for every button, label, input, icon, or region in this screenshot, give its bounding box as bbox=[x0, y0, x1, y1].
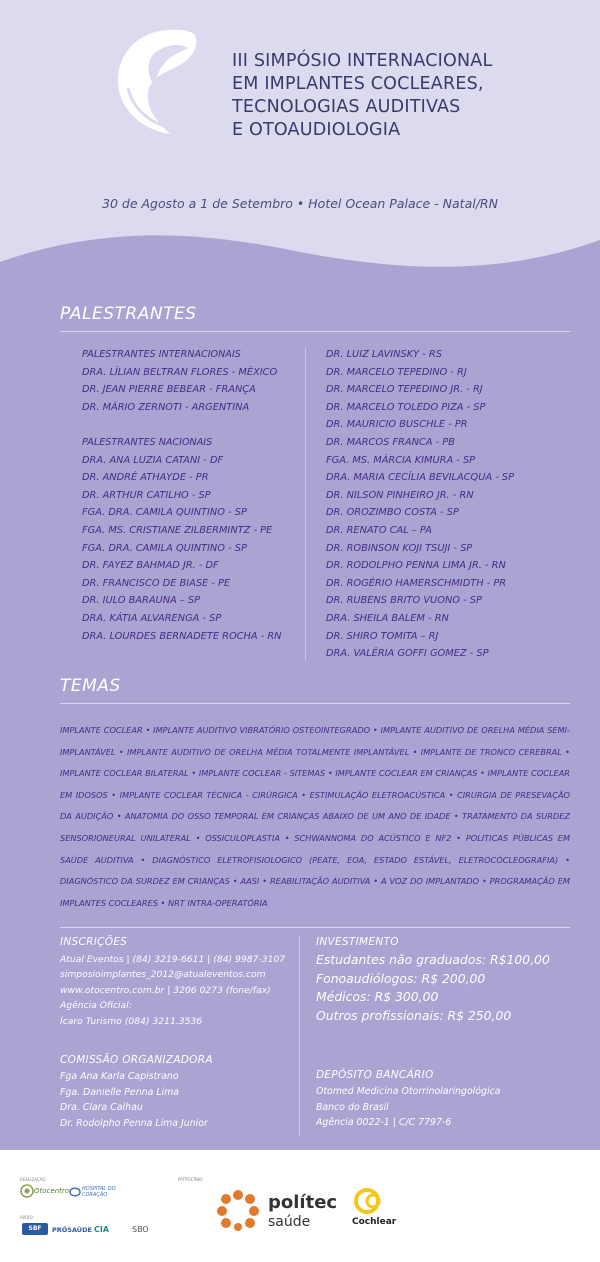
speaker: DR. RODOLPHO PENNA LIMA JR. - RN bbox=[326, 560, 506, 572]
title-line: E OTOAUDIOLOGIA bbox=[232, 120, 401, 140]
speaker: FGA. DRA. CAMILA QUINTINO - SP bbox=[82, 542, 247, 554]
speaker: DRA. VALÉRIA GOFFI GOMEZ - SP bbox=[326, 648, 489, 660]
politec-logo-icon bbox=[214, 1189, 262, 1231]
inscricoes-heading: INSCRIÇÕES bbox=[60, 936, 128, 948]
speaker: DR. ARTHUR CATILHO - SP bbox=[82, 489, 211, 501]
speaker: DR. JEAN PIERRE BEBEAR - FRANÇA bbox=[82, 384, 256, 396]
cochlear-wordmark: Cochlear bbox=[352, 1217, 397, 1227]
speaker: FGA. MS. MÁRCIA KIMURA - SP bbox=[326, 454, 476, 466]
speaker: FGA. DRA. CAMILA QUINTINO - SP bbox=[82, 507, 247, 519]
realizacao-label: REALIZAÇÃO: bbox=[20, 1177, 47, 1182]
cochlear-logo-icon bbox=[354, 1188, 384, 1214]
speaker: DRA. LOURDES BERNADETE ROCHA - RN bbox=[82, 630, 282, 642]
speaker: DR. MARCELO TEPEDINO JR. - RJ bbox=[326, 384, 483, 396]
investimento-info bbox=[316, 951, 550, 1025]
comissao-heading: COMISSÃO ORGANIZADORA bbox=[60, 1054, 213, 1066]
speaker: DR. OROZIMBO COSTA - SP bbox=[326, 507, 459, 519]
speaker: DR. MARCOS FRANCA - PB bbox=[326, 436, 455, 448]
sbo-logo: SBO bbox=[132, 1225, 149, 1234]
speaker: DRA. ANA LUZIA CATANI - DF bbox=[82, 454, 224, 466]
inscricoes-line: Ícaro Turismo (084) 3211.3536 bbox=[60, 1015, 203, 1027]
speakers-divider bbox=[305, 348, 306, 660]
otocentro-logo-icon bbox=[20, 1184, 34, 1198]
speaker: DR. RUBENS BRITO VUONO - SP bbox=[326, 595, 482, 607]
temas-list: IMPLANTE COCLEAR • IMPLANTE AUDITIVO VIBRATÓRIO OSTEOINTEGRADO • IMPLANTE AUDITIVO DE ORELHA MÉDIA SEMI-IMPLANTÁVEL • IMPLANTE AUDITIVO DE ORELHA MÉDIA TOTALMENTE IMPLANTÁVEL • IMPLANTE DE TRONCO CEREBRAL • IMPLANTE COCLEAR BILATERAL • IMPLANTE COCLEAR - SITEMAS • IMPLANTE COCLEAR EM CRIANÇAS • IMPLANTE COCLEAR EM IDOSOS • IMPLANTE COCLEAR TÉCNICA - CIRÚRGICA • ESTIMULAÇÃO ELETROACÚSTICA • CIRURGIA DE PRESEVAÇÃO DA AUDIÇÃO • ANATOMIA DO OSSO TEMPORAL EM CRIANÇAS ABAIXO DE UM ANO DE IDADE • TRATAMENTO DA SURDEZ SENSORIONEURAL UNILATERAL • OSSICULOPLASTIA • SCHWANNOMA DO ACÚSTICO E NF2 • POLITICAS PÚBLICAS EM SAÚDE AUDITIVA • DIAGNÓSTICO ELETROFISIOLOGICO (PEATE, EOA, ESTADO ESTÁVEL, ELETROCÓCLEOGRAFIA) • DIAGNÓSTICO DA SURDEZ EM CRIANÇAS • AASI • REABILITAÇÃO AUDITIVA • A VOZ DO IMPLANTADO • PROGRAMAÇÃO EM IMPLANTES COCLEARES • NRT INTRA-OPERATÓRIA bbox=[60, 725, 570, 908]
deposito-heading: DEPÓSITO BANCÁRIO bbox=[316, 1069, 434, 1081]
speaker: DRA. SHEILA BALEM - RN bbox=[326, 612, 449, 624]
speaker: DR. FRANCISCO DE BIASE - PE bbox=[82, 577, 231, 589]
committee-member: Fga. Danielle Penna Lima bbox=[60, 1086, 180, 1098]
speaker: DR. IULO BARAUNA – SP bbox=[82, 595, 201, 607]
apoio-label: APOIO: bbox=[20, 1215, 34, 1220]
title-line: EM IMPLANTES COCLEARES, bbox=[232, 74, 484, 94]
temas-heading: TEMAS bbox=[60, 676, 121, 696]
temas-rule bbox=[60, 703, 570, 704]
nacionais-label: PALESTRANTES NACIONAIS bbox=[82, 436, 213, 448]
investimento-heading: INVESTIMENTO bbox=[316, 936, 399, 948]
committee-member: Fga Ana Karla Capistrano bbox=[60, 1071, 179, 1082]
politec-saude: saúde bbox=[268, 1214, 311, 1230]
price-line: Fonoaudiólogos: R$ 200,00 bbox=[316, 970, 486, 986]
politec-wordmark: polítec bbox=[268, 1192, 338, 1213]
speaker: DR. MAURICIO BUSCHLE - PR bbox=[326, 419, 468, 431]
inscricoes-email: simposioimplantes_2012@atualeventos.com bbox=[60, 969, 266, 981]
speaker: DR. ANDRÉ ATHAYDE - PR bbox=[82, 472, 209, 484]
inscricoes-website: www.otocentro.com.br | 3206 0273 (fone/fax) bbox=[60, 984, 271, 996]
otocentro-logo-text: Otocentro bbox=[34, 1187, 70, 1195]
speaker: DR. MÁRIO ZERNOTI - ARGENTINA bbox=[82, 401, 250, 413]
title-line: III SIMPÓSIO INTERNACIONAL bbox=[232, 51, 493, 71]
speaker: DR. SHIRO TOMITA – RJ bbox=[326, 630, 439, 642]
hospital-logo-text: HOSPITAL DO CORAÇÃO bbox=[82, 1186, 116, 1198]
speaker: DR. MARCELO TOLEDO PIZA - SP bbox=[326, 401, 486, 413]
speaker: FGA. MS. CRISTIANE ZILBERMINTZ - PE bbox=[82, 524, 273, 536]
cia-logo: CIA bbox=[94, 1225, 110, 1234]
prosaude-logo: PRÓSAÚDE bbox=[52, 1226, 92, 1234]
ear-logo-icon bbox=[108, 26, 218, 138]
internacionais-label: PALESTRANTES INTERNACIONAIS bbox=[82, 349, 241, 360]
speaker: DR. LUIZ LAVINSKY - RS bbox=[326, 349, 442, 360]
deposito-info bbox=[316, 1084, 500, 1131]
speaker: DR. NILSON PINHEIRO JR. - RN bbox=[326, 489, 474, 501]
inscricoes-line: Atual Eventos | (84) 3219-6611 | (84) 9987-3107 bbox=[60, 954, 286, 965]
inscricoes-info bbox=[60, 952, 285, 1029]
committee-member: Dra. Clara Calhau bbox=[60, 1102, 143, 1114]
speaker: DR. FAYEZ BAHMAD JR. - DF bbox=[82, 560, 219, 572]
speaker: DR. MARCELO TEPEDINO - RJ bbox=[326, 366, 467, 378]
inscricoes-line: Agência Oficial: bbox=[60, 1000, 132, 1012]
speaker: DRA. KÁTIA ALVARENGA - SP bbox=[82, 612, 222, 624]
speaker: DR. RENATO CAL – PA bbox=[326, 524, 432, 536]
event-title bbox=[232, 50, 572, 142]
price-line: Médicos: R$ 300,00 bbox=[316, 989, 439, 1004]
temas-text bbox=[60, 720, 570, 914]
speaker: DRA. MARIA CECÍLIA BEVILACQUA - SP bbox=[326, 472, 515, 484]
info-rule bbox=[60, 927, 570, 928]
committee-member: Dr. Rodolpho Penna Lima Junior bbox=[60, 1117, 208, 1129]
hospital-logo-icon bbox=[68, 1185, 82, 1199]
event-date-location: 30 de Agosto a 1 de Setembro • Hotel Ocean Palace - Natal/RN bbox=[102, 196, 498, 211]
speakers-right-column bbox=[326, 346, 514, 663]
speakers-left-column bbox=[82, 346, 281, 645]
sbf-logo: SBF bbox=[22, 1223, 48, 1235]
speaker: DRA. LÍLIAN BELTRAN FLORES - MÉXICO bbox=[82, 366, 278, 378]
bank-line: Banco do Brasil bbox=[316, 1101, 389, 1113]
price-line: Outros profissionais: R$ 250,00 bbox=[316, 1007, 512, 1023]
info-divider bbox=[299, 936, 300, 1136]
title-line: TECNOLOGIAS AUDITIVAS bbox=[232, 97, 461, 117]
bank-line: Otomed Medicina Otorrinolaringológica bbox=[316, 1086, 501, 1097]
palestrantes-rule bbox=[60, 331, 570, 332]
comissao-info bbox=[60, 1069, 208, 1131]
bank-line: Agência 0022-1 | C/C 7797-6 bbox=[316, 1117, 452, 1129]
speaker: DR. ROGÉRIO HAMERSCHMIDTH - PR bbox=[326, 577, 507, 589]
patrocinio-label: PATROCÍNIO: bbox=[178, 1177, 204, 1182]
speaker: DR. ROBINSON KOJI TSUJI - SP bbox=[326, 542, 473, 554]
palestrantes-heading: PALESTRANTES bbox=[60, 304, 197, 324]
price-line: Estudantes não graduados: R$100,00 bbox=[316, 952, 550, 967]
